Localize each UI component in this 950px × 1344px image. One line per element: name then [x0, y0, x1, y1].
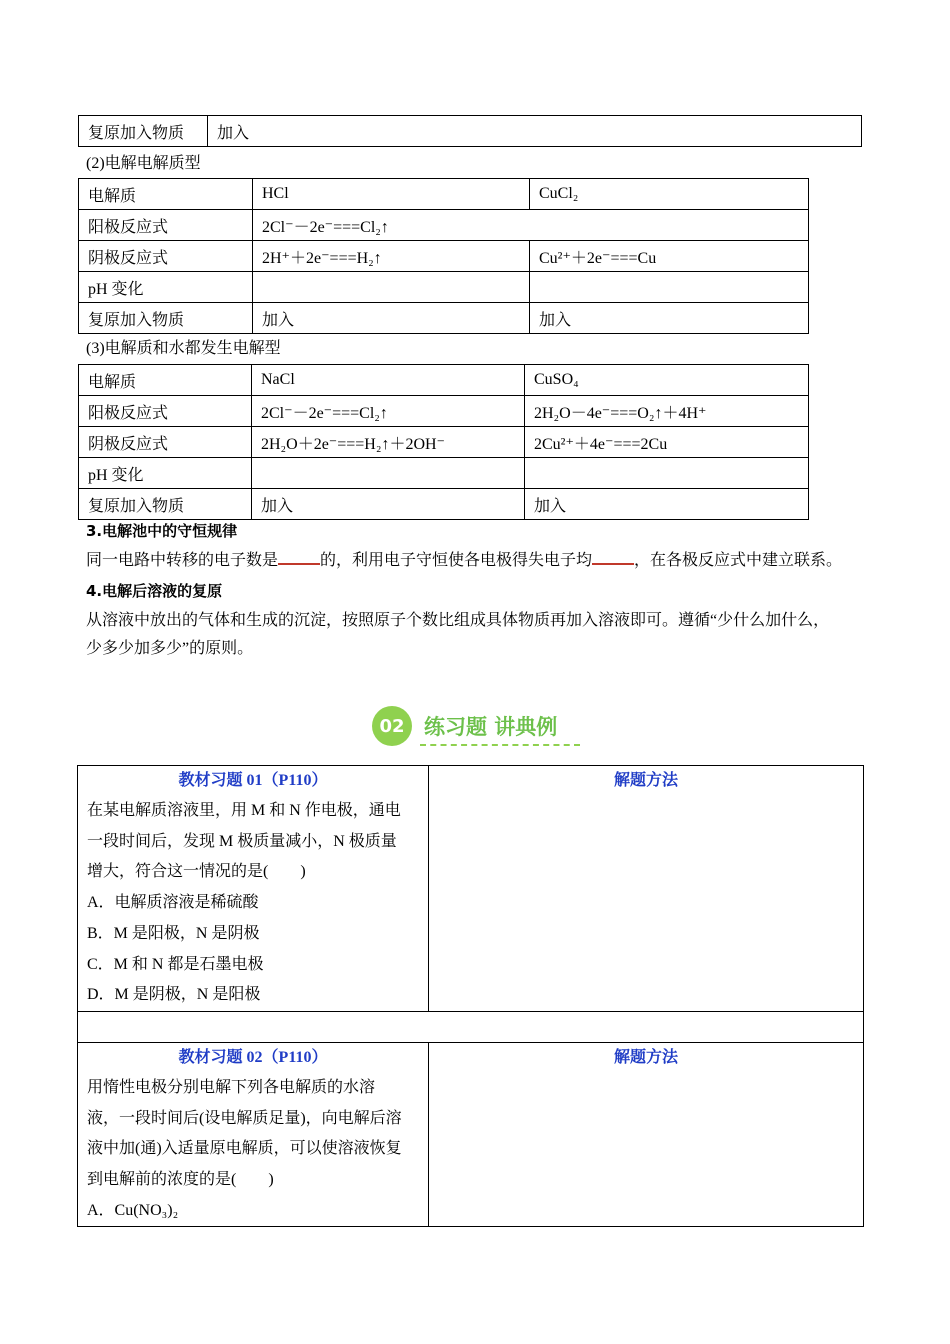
cell-cathode-hcl: 2H⁺＋2e⁻===H₂↑	[253, 241, 530, 272]
question-line: 液中加(通)入适量原电解质，可以使溶液恢复	[87, 1140, 402, 1158]
question-line: 在某电解质溶液里，用 M 和 N 作电极，通电	[87, 802, 401, 819]
section3-table	[78, 364, 809, 520]
table-row	[78, 1042, 864, 1227]
point3-text-c: ，在各极反应式中建立联系。	[634, 552, 843, 569]
fill-blank[interactable]	[278, 549, 320, 565]
exercise2-body	[78, 1073, 428, 1227]
table-row-spacer	[78, 1011, 864, 1042]
cell-cathode-cucl2: Cu²⁺＋2e⁻===Cu	[530, 241, 809, 272]
section2-table	[78, 178, 809, 334]
option-c: C．M 和 N 都是石墨电极	[87, 955, 264, 973]
cell-label: 电解质	[79, 179, 253, 210]
cell-cathode-nacl: 2H₂O＋2e⁻===H₂↑＋2OH⁻	[252, 427, 525, 458]
cell-ph-cucl2	[530, 272, 809, 303]
table-row	[79, 116, 862, 147]
cell-restore-cuso4: 加入	[525, 489, 809, 520]
exercise2-title: 教材习题 02（P110）	[178, 1048, 328, 1066]
exercise2-method-cell[interactable]	[429, 1042, 864, 1227]
cell-anode-nacl: 2Cl⁻－2e⁻===Cl₂↑	[252, 396, 525, 427]
cell-label: 复原加入物质	[79, 489, 252, 520]
section-banner	[372, 706, 582, 750]
exercise2-method-title: 解题方法	[613, 1048, 678, 1066]
cell-label: 复原加入物质	[79, 303, 253, 334]
point4-line1: 从溶液中放出的气体和生成的沉淀，按照原子个数比组成具体物质再加入溶液即可。遵循“少什么加什么，	[86, 612, 830, 629]
cell-anode-cuso4: 2H₂O－4e⁻===O₂↑＋4H⁺	[525, 396, 809, 427]
option-d: D．M 是阴极，N 是阳极	[87, 986, 261, 1004]
point3-text	[86, 546, 866, 575]
restore-table	[78, 115, 862, 147]
point3-text-a: 同一电路中转移的电子数是	[86, 552, 279, 569]
cell-label: 阴极反应式	[79, 427, 252, 458]
exercise1-question-cell	[78, 766, 429, 1012]
exercise-table	[77, 765, 864, 1227]
cell-restore-hcl: 加入	[253, 303, 530, 334]
table-row	[79, 179, 809, 210]
section2-caption: (2)电解电解质型	[86, 155, 201, 172]
exercise1-method-title: 解题方法	[613, 772, 678, 789]
question-line: 用惰性电极分别电解下列各电解质的水溶	[87, 1078, 376, 1096]
question-line: 液，一段时间后(设电解质足量)，向电解后溶	[87, 1109, 402, 1127]
cell-label: 电解质	[79, 365, 252, 396]
fill-blank[interactable]	[592, 549, 634, 565]
cell-restore-cucl2: 加入	[530, 303, 809, 334]
cell-cuso4: CuSO₄	[525, 365, 809, 396]
point3-text-b: 的，利用电子守恒使各电极得失电子均	[320, 552, 593, 569]
question-line: 到电解前的浓度的是( )	[87, 1171, 274, 1189]
question-line: 增大，符合这一情况的是( )	[87, 863, 306, 881]
cell-cathode-cuso4: 2Cu²⁺＋4e⁻===2Cu	[525, 427, 809, 458]
banner-title: 练习题 讲典例	[424, 715, 558, 739]
cell-label: pH 变化	[79, 458, 252, 489]
table-row	[79, 272, 809, 303]
cell-label: 阳极反应式	[79, 396, 252, 427]
table-row	[78, 766, 864, 1012]
exercise1-title: 教材习题 01（P110）	[178, 772, 328, 789]
cell-label: pH 变化	[79, 272, 253, 303]
exercise1-body	[78, 796, 428, 1011]
point4-line2: 少多少加多少”的原则。	[86, 640, 254, 657]
exercise1-method-cell[interactable]	[429, 766, 864, 1012]
option-a: A．电解质溶液是稀硫酸	[87, 894, 259, 912]
question-line: 一段时间后，发现 M 极质量减小，N 极质量	[87, 832, 397, 850]
cell-restore-nacl: 加入	[252, 489, 525, 520]
restore-value: 加入	[208, 116, 862, 147]
cell-hcl: HCl	[253, 179, 530, 210]
cell-label: 阴极反应式	[79, 241, 253, 272]
banner-number-badge: 02	[372, 706, 412, 746]
table-row	[79, 303, 809, 334]
restore-label: 复原加入物质	[79, 116, 208, 147]
cell-nacl: NaCl	[252, 365, 525, 396]
cell-label: 阳极反应式	[79, 210, 253, 241]
table-row	[79, 365, 809, 396]
cell-ph-hcl	[253, 272, 530, 303]
table-row	[79, 489, 809, 520]
spacer-cell	[78, 1011, 864, 1042]
table-row	[79, 210, 809, 241]
exercise2-question-cell	[78, 1042, 429, 1227]
table-row	[79, 241, 809, 272]
cell-anode-shared: 2Cl⁻－2e⁻===Cl₂↑	[253, 210, 809, 241]
cell-cucl2: CuCl₂	[530, 179, 809, 210]
option-a: A．Cu(NO₃)₂	[87, 1201, 179, 1219]
cell-ph-cuso4	[525, 458, 809, 489]
section3-caption: (3)电解质和水都发生电解型	[86, 340, 281, 357]
banner-underline	[420, 744, 580, 746]
table-row	[79, 458, 809, 489]
point4-heading: 4.电解后溶液的复原	[86, 582, 223, 600]
option-b: B．M 是阳极，N 是阴极	[87, 924, 260, 942]
table-row	[79, 396, 809, 427]
point3-heading: 3.电解池中的守恒规律	[86, 522, 238, 540]
cell-ph-nacl	[252, 458, 525, 489]
table-row	[79, 427, 809, 458]
